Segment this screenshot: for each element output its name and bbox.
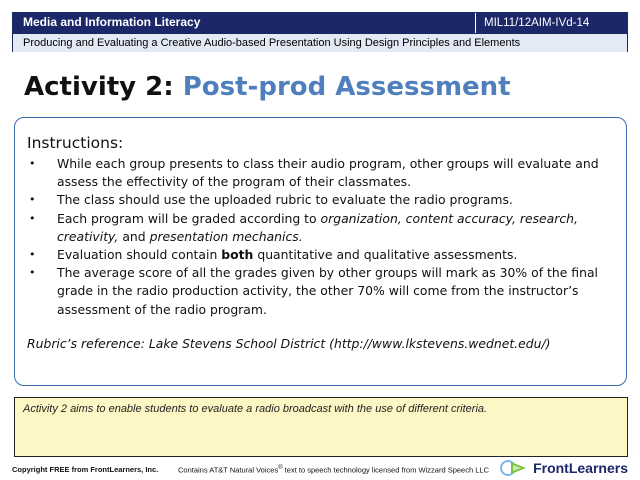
- footer: [12, 462, 628, 478]
- registered-mark: ®: [278, 465, 283, 471]
- list-item: [27, 191, 617, 209]
- header-bar: [13, 13, 627, 33]
- criteria-emphasis: organization, content accuracy, research, creativity,: [57, 210, 578, 244]
- rubric-reference: Rubric’s reference: Lake Stevens School District (http://www.lkstevens.wednet.edu/): [27, 335, 551, 351]
- bold-emphasis: both: [221, 247, 254, 263]
- bullet-icon: •: [29, 266, 36, 280]
- list-item-text: The class should use the uploaded rubric to evaluate the radio programs.: [57, 192, 513, 208]
- list-item-text: While each group presents to class their audio program, other groups will evaluate and assess the effectivity of the program of their classmates.: [57, 156, 599, 190]
- criteria-emphasis: presentation mechanics.: [149, 228, 303, 244]
- bullet-icon: •: [29, 193, 36, 207]
- list-item-text: Evaluation should contain: [57, 247, 222, 263]
- voice-credit: [178, 465, 489, 475]
- logo-icon: [499, 459, 529, 477]
- list-item: [27, 155, 617, 191]
- bullet-icon: •: [29, 157, 36, 170]
- list-item-text: and: [118, 228, 150, 244]
- voice-credit-text: text to speech technology licensed from Wizzard Speech LLC: [282, 465, 489, 475]
- slide-title: [24, 72, 511, 102]
- list-item: [27, 246, 617, 264]
- copyright-text: Copyright FREE from FrontLearners, Inc.: [12, 465, 159, 474]
- notes-box: [14, 397, 628, 457]
- logo-text: FrontLearners: [533, 460, 628, 476]
- instructions-list: [27, 155, 617, 319]
- list-item-text: Each program will be graded according to: [57, 210, 321, 226]
- list-item: [27, 264, 617, 319]
- lesson-title: Producing and Evaluating a Creative Audio-based Presentation Using Design Principles and Elements: [13, 33, 627, 52]
- title-main: Activity 2:: [24, 72, 174, 102]
- voice-credit-text: Contains AT&T Natural Voices: [178, 465, 279, 475]
- notes-text: Activity 2 aims to enable students to evaluate a radio broadcast with the use of different criteria.: [23, 403, 488, 415]
- list-item-text: The average score of all the grades given by other groups will mark as 30% of the final grade in the radio production activity, the other 70% will come from the instructor’s assessment of the radio program.: [57, 265, 598, 317]
- frontlearners-logo: [499, 458, 628, 478]
- bullet-icon: •: [29, 248, 36, 262]
- title-sub: Post-prod Assessment: [182, 72, 511, 102]
- list-item: [27, 210, 617, 246]
- bullet-icon: •: [29, 211, 36, 225]
- instructions-heading: Instructions:: [27, 134, 124, 152]
- instructions-card: [14, 117, 627, 386]
- list-item-text: quantitative and qualitative assessments.: [253, 247, 518, 263]
- competency-code: MIL11/12AIM-IVd-14: [475, 13, 627, 33]
- subject-title: Media and Information Literacy: [23, 15, 201, 29]
- slide-header: [12, 12, 628, 52]
